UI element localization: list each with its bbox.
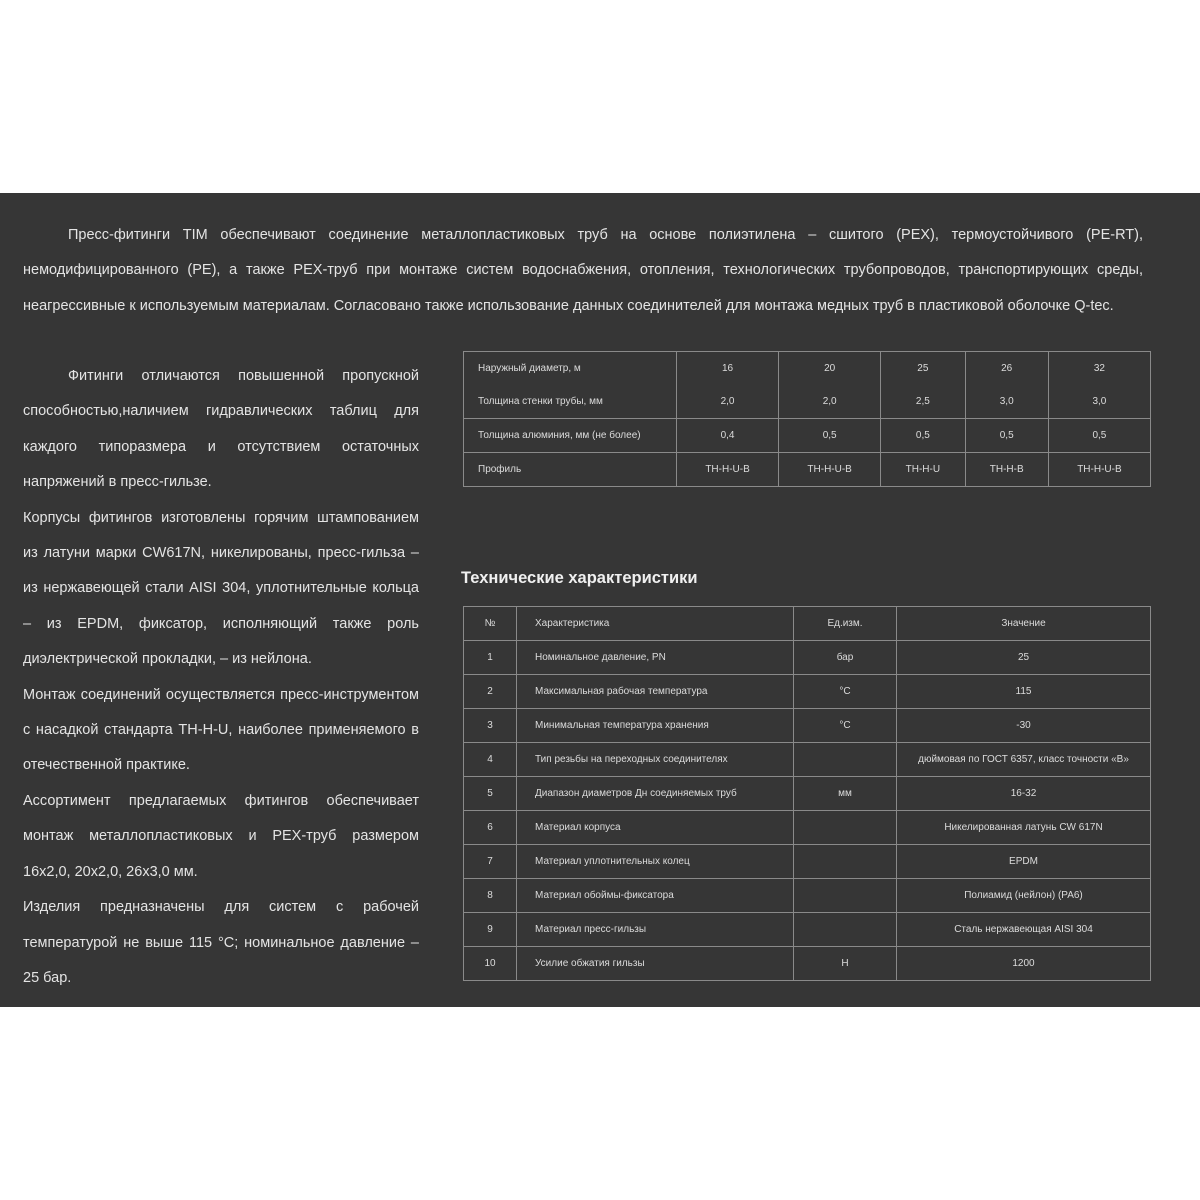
dims-cell: TH-H-B <box>965 453 1048 487</box>
row-unit <box>794 811 897 845</box>
spec-title: Технические характеристики <box>461 569 698 587</box>
row-num: 6 <box>464 811 517 845</box>
row-value: 115 <box>897 675 1151 709</box>
row-value: -30 <box>897 709 1151 743</box>
dims-cell: 2,0 <box>677 385 779 419</box>
header-unit: Ед.изм. <box>794 607 897 641</box>
header-num: № <box>464 607 517 641</box>
row-unit: °С <box>794 709 897 743</box>
row-name: Минимальная температура хранения <box>517 709 794 743</box>
description-column <box>23 359 419 996</box>
row-value: Полиамид (нейлон) (PA6) <box>897 879 1151 913</box>
dims-cell: 2,5 <box>881 385 965 419</box>
intro-paragraph: Пресс-фитинги TIM обеспечивают соединение металлопластиковых труб на основе полиэтилена – сшитого (PEX), термоустойчивого (PE-RT), немодифицированного (PE), а также PEX-труб при монтаже систем водоснабжения, отопления, технологических трубопроводов, транспортирующих среды, неагрессивные к используемым материалам. Согласовано также использование данных соединителей для монтажа медных труб в пластиковой оболочке Q-tec. <box>23 227 1143 314</box>
table-row <box>464 641 1151 675</box>
row-unit <box>794 913 897 947</box>
row-num: 3 <box>464 709 517 743</box>
row-name: Материал пресс-гильзы <box>517 913 794 947</box>
row-name: Материал корпуса <box>517 811 794 845</box>
row-name: Материал обоймы-фиксатора <box>517 879 794 913</box>
row-num: 4 <box>464 743 517 777</box>
row-num: 8 <box>464 879 517 913</box>
dims-cell: 3,0 <box>1048 385 1150 419</box>
table-row <box>464 352 1151 386</box>
table-row <box>464 913 1151 947</box>
row-num: 2 <box>464 675 517 709</box>
dims-cell: 25 <box>881 352 965 386</box>
intro-section <box>23 218 1143 324</box>
row-unit <box>794 845 897 879</box>
table-row <box>464 743 1151 777</box>
table-row <box>464 709 1151 743</box>
dims-cell: 3,0 <box>965 385 1048 419</box>
row-value: 25 <box>897 641 1151 675</box>
row-value: Сталь нержавеющая AISI 304 <box>897 913 1151 947</box>
row-unit: °С <box>794 675 897 709</box>
dims-cell: TH-H-U-B <box>779 453 881 487</box>
description-paragraph-1: Фитинги отличаются повышенной пропускной способностью,наличием гидравлических таблиц для каждого типоразмера и отсутствием остаточных напряжений в пресс-гильзе. <box>23 368 419 491</box>
row-unit <box>794 743 897 777</box>
table-row <box>464 947 1151 981</box>
dims-cell: TH-H-U <box>881 453 965 487</box>
dims-label: Толщина стенки трубы, мм <box>464 385 677 419</box>
dims-cell: TH-H-U-B <box>677 453 779 487</box>
row-value: Никелированная латунь CW 617N <box>897 811 1151 845</box>
description-paragraph-5: Изделия предназначены для систем с рабочей температурой не выше 115 °С; номинальное давление – 25 бар. <box>23 899 419 986</box>
row-name: Максимальная рабочая температура <box>517 675 794 709</box>
table-row <box>464 811 1151 845</box>
row-name: Диапазон диаметров Дн соединяемых труб <box>517 777 794 811</box>
dimensions-table <box>463 351 1151 487</box>
document-panel <box>0 193 1200 1007</box>
table-row <box>464 675 1151 709</box>
row-value: 16-32 <box>897 777 1151 811</box>
table-row <box>464 879 1151 913</box>
description-paragraph-4: Ассортимент предлагаемых фитингов обеспечивает монтаж металлопластиковых и PEX-труб размером 16х2,0, 20х2,0, 26х3,0 мм. <box>23 792 419 880</box>
row-value: EPDM <box>897 845 1151 879</box>
dims-cell: 0,5 <box>779 419 881 453</box>
header-name: Характеристика <box>517 607 794 641</box>
description-paragraph-2: Корпусы фитингов изготовлены горячим штампованием из латуни марки CW617N, никелированы, пресс-гильза – из нержавеющей стали AISI 304, уплотнительные кольца – из EPDM, фиксатор, исполняющий также роль диэлектрической прокладки, – из нейлона. <box>23 509 419 668</box>
row-num: 7 <box>464 845 517 879</box>
row-name: Усилие обжатия гильзы <box>517 947 794 981</box>
row-unit: мм <box>794 777 897 811</box>
row-name: Номинальное давление, PN <box>517 641 794 675</box>
table-row <box>464 453 1151 487</box>
row-value: 1200 <box>897 947 1151 981</box>
dims-cell: 0,4 <box>677 419 779 453</box>
dims-cell: 32 <box>1048 352 1150 386</box>
dims-cell: TH-H-U-B <box>1048 453 1150 487</box>
dims-cell: 0,5 <box>1048 419 1150 453</box>
table-row <box>464 845 1151 879</box>
table-row <box>464 777 1151 811</box>
row-num: 10 <box>464 947 517 981</box>
row-name: Материал уплотнительных колец <box>517 845 794 879</box>
dims-cell: 0,5 <box>881 419 965 453</box>
row-unit <box>794 879 897 913</box>
dims-cell: 20 <box>779 352 881 386</box>
dims-label: Профиль <box>464 453 677 487</box>
row-num: 5 <box>464 777 517 811</box>
table-header-row <box>464 607 1151 641</box>
description-paragraph-3: Монтаж соединений осуществляется пресс-инструментом с насадкой стандарта TH-H-U, наиболее применяемого в отечественной практике. <box>23 686 419 774</box>
row-unit: Н <box>794 947 897 981</box>
row-num: 1 <box>464 641 517 675</box>
row-value: дюймовая по ГОСТ 6357, класс точности «В» <box>897 743 1151 777</box>
dims-label: Наружный диаметр, м <box>464 352 677 386</box>
row-name: Тип резьбы на переходных соединителях <box>517 743 794 777</box>
dims-cell: 2,0 <box>779 385 881 419</box>
table-row <box>464 419 1151 453</box>
header-value: Значение <box>897 607 1151 641</box>
dims-cell: 26 <box>965 352 1048 386</box>
table-row <box>464 385 1151 419</box>
dims-cell: 0,5 <box>965 419 1048 453</box>
spec-table <box>463 606 1151 981</box>
dims-cell: 16 <box>677 352 779 386</box>
row-num: 9 <box>464 913 517 947</box>
dims-label: Толщина алюминия, мм (не более) <box>464 419 677 453</box>
row-unit: бар <box>794 641 897 675</box>
